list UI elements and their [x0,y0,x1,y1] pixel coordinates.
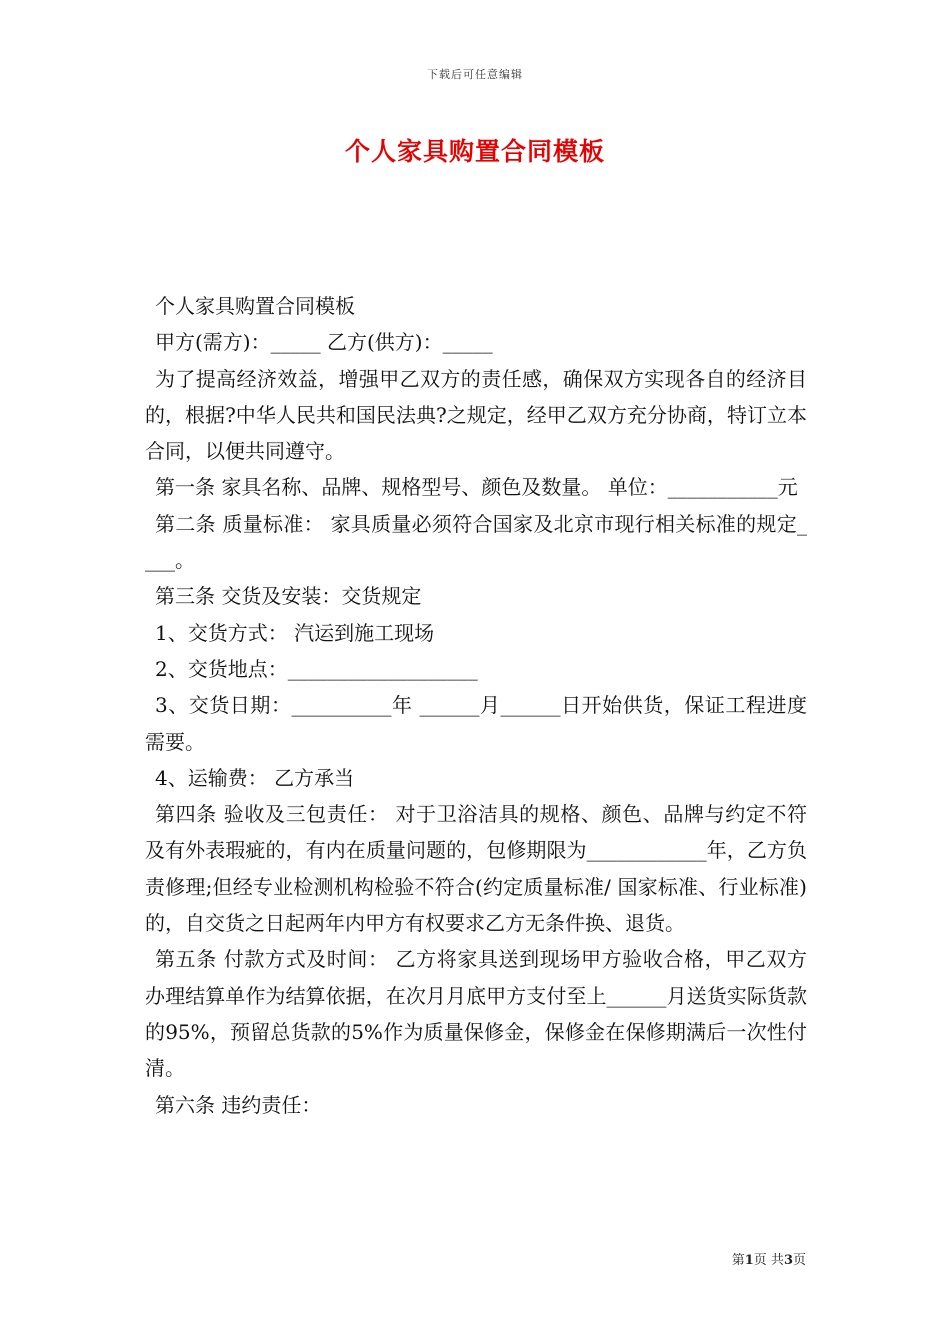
paragraph-delivery-method: 1、交货方式： 汽运到施工现场 [155,620,435,645]
paragraph-article-2: 第二条 质量标准： 家具质量必须符合国家及北京市现行相关标准的规定____。 [145,511,807,573]
paragraph-article-5: 第五条 付款方式及时间： 乙方将家具送到现场甲方验收合格，甲乙双方办理结算单作为结算依据，在次月月底甲方支付至上______月送货实际货款的95%，预留总货款的5%作为质量保修金，保修金在保修期满后一次性付清。 [145,947,807,1081]
paragraph-article-4: 第四条 验收及三包责任： 对于卫浴洁具的规格、颜色、品牌与约定不符及有外表瑕疵的，有内在质量问题的，包修期限为____________年，乙方负责修理;但经专业检测机构检验不符合(约定质量标准/ 国家标准、行业标准)的，自交货之日起两年内甲方有权要求乙方无条件换、退货。 [145,802,807,936]
paragraph-transport-fee: 4、运输费： 乙方承当 [155,765,355,790]
header-note: 下载后可任意编辑 [427,68,523,81]
document-title: 个人家具购置合同模板 [344,137,605,166]
footer-page-number: 1 [744,1253,754,1268]
footer-middle: 页 共 [753,1253,784,1268]
page-footer [732,1249,806,1268]
paragraph-subtitle: 个人家具购置合同模板 [155,294,355,318]
paragraph-article-6: 第六条 违约责任： [155,1092,322,1117]
paragraph-article-1: 第一条 家具名称、品牌、规格型号、颜色及数量。 单位：___________元 [155,475,798,500]
paragraph-delivery-place: 2、交货地点：___________________ [155,656,478,681]
document-body [145,288,807,1123]
footer-prefix: 第 [731,1253,745,1268]
footer-total-pages: 3 [783,1253,793,1268]
paragraph-preamble: 为了提高经济效益，增强甲乙双方的责任感，确保双方实现各自的经济目的，根据?中华人民共和国民法典?之规定，经甲乙双方充分协商，特订立本合同，以便共同遵守。 [145,366,807,464]
paragraph-delivery-date: 3、交货日期：__________年 ______月______日开始供货，保证工程进度需要。 [145,693,807,754]
paragraph-parties: 甲方(需方)：_____ 乙方(供方)：_____ [155,330,493,355]
footer-suffix: 页 [792,1253,806,1268]
paragraph-article-3: 第三条 交货及安装：交货规定 [155,584,422,609]
